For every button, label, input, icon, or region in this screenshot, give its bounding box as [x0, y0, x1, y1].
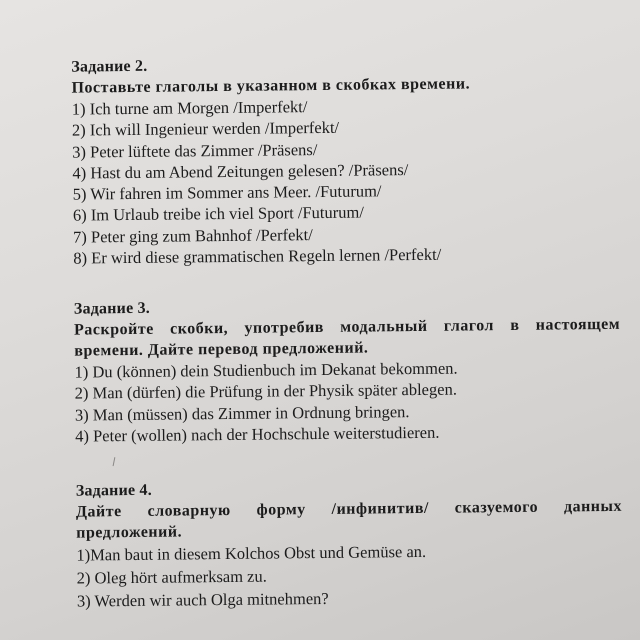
task-2-instruction: Поставьте глаголы в указанном в скобках времени. [71, 75, 471, 97]
task-3-item-2: 2) Man (dürfen) die Prüfung in der Physik später ablegen. [74, 379, 457, 403]
task-4-instruction: Дайте словарную форму /инфинитив/ сказуемого данных предложений. [75, 497, 623, 542]
task-3-instruction: Раскройте скобки, употребив модальный глагол в настоящем времени. Дайте перевод предложений. [74, 315, 621, 360]
task-2-item-2: 2) Ich will Ingenieur werden /Imperfekt/ [71, 118, 340, 140]
task-2-item-5: 5) Wir fahren im Sommer ans Meer. /Futurum/ [72, 181, 382, 204]
task-4-heading: Задание 4. [75, 481, 152, 500]
task-3-list [74, 356, 621, 447]
task-2-section [71, 51, 619, 269]
task-4-item-3: 3) Werden wir auch Olga mitnehmen? [76, 588, 329, 611]
task-2-item-1: 1) Ich turne am Morgen /Imperfekt/ [71, 97, 308, 119]
task-3-item-1: 1) Du (können) dein Studienbuch im Dekanat bekommen. [74, 358, 458, 382]
task-3-item-4: 4) Peter (wollen) nach der Hochschule weiterstudieren. [75, 422, 440, 446]
task-4-list [76, 538, 623, 613]
task-3-item-3: 3) Man (müssen) das Zimmer in Ordnung bringen. [74, 401, 410, 425]
task-4-item-2: 2) Oleg hört aufmerksam zu. [76, 566, 267, 588]
task-3-heading: Задание 3. [73, 299, 151, 318]
task-2-item-8: 8) Er wird diese grammatischen Regeln lernen /Perfekt/ [73, 244, 442, 268]
task-2-heading: Задание 2. [71, 57, 148, 76]
pen-mark [113, 457, 116, 466]
task-2-item-6: 6) Im Urlaub treibe ich viel Sport /Futurum/ [72, 203, 364, 226]
task-2-item-7: 7) Peter ging zum Bahnhof /Perfekt/ [73, 224, 313, 247]
task-4-section [76, 475, 623, 613]
task-4-item-1: 1)Man baut in diesem Kolchos Obst und Gemüse an. [76, 541, 427, 565]
task-2-list [72, 93, 620, 269]
task-3-section [74, 293, 622, 447]
task-2-item-3: 3) Peter lüftete das Zimmer /Präsens/ [72, 139, 318, 162]
task-2-item-4: 4) Hast du am Abend Zeitungen gelesen? /Präsens/ [72, 159, 409, 183]
